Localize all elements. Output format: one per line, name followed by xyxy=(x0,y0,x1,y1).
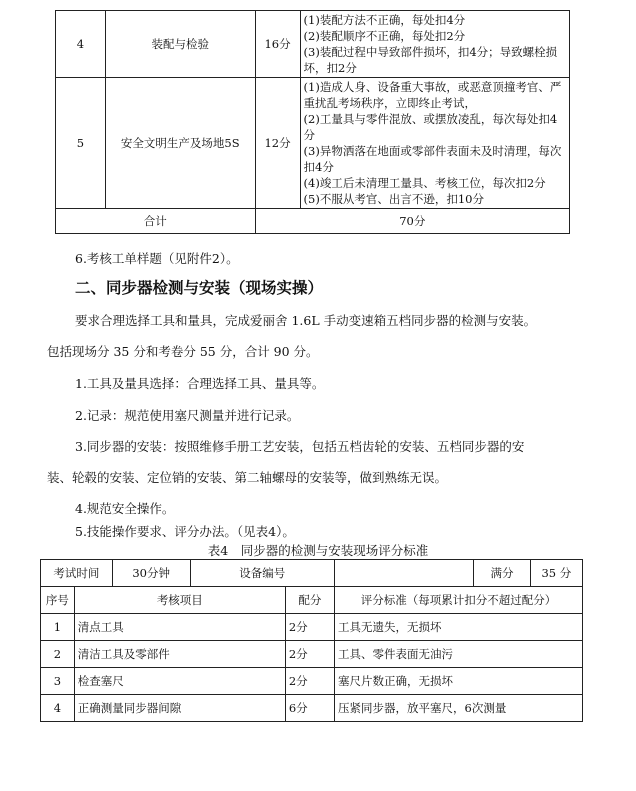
list-item-1: 1.工具及量具选择：合理选择工具、量具等。 xyxy=(75,376,325,391)
table-row xyxy=(56,11,570,78)
score: 16分 xyxy=(255,11,300,78)
criteria-cell xyxy=(300,11,569,78)
total-value: 70分 xyxy=(255,209,569,234)
row-number: 2 xyxy=(41,641,75,668)
table-header-info xyxy=(41,560,583,587)
device-number-value xyxy=(335,560,474,587)
assessment-item: 清洁工具及零部件 xyxy=(74,641,285,668)
section-2-title: 二、同步器检测与安装（现场实操） xyxy=(75,279,324,297)
item-6: 6.考核工单样题（见附件2）。 xyxy=(75,251,239,266)
header-no: 序号 xyxy=(41,587,75,614)
criteria: 工具、零件表面无油污 xyxy=(335,641,583,668)
table-row xyxy=(41,695,583,722)
list-item-3-continued: 装、轮毂的安装、定位销的安装、第二轴螺母的安装等，做到熟练无误。 xyxy=(47,470,448,485)
table-row xyxy=(41,668,583,695)
total-row xyxy=(56,209,570,234)
row-number: 4 xyxy=(56,11,106,78)
criteria-cell xyxy=(300,78,569,209)
assessment-item: 装配与检验 xyxy=(105,11,255,78)
header-criteria: 评分标准（每项累计扣分不超过配分） xyxy=(335,587,583,614)
criteria-line: (2)工量具与零件混放、或摆放凌乱，每次每处扣4分 xyxy=(303,112,558,142)
row-number: 1 xyxy=(41,614,75,641)
header-score: 配分 xyxy=(285,587,334,614)
table-4-caption: 表4 同步器的检测与安装现场评分标准 xyxy=(207,543,429,558)
requirement-line-2: 包括现场分 35 分和考卷分 55 分，合计 90 分。 xyxy=(47,344,319,359)
criteria-line: (2)装配顺序不正确，每处扣2分 xyxy=(303,29,466,43)
assessment-item: 清点工具 xyxy=(74,614,285,641)
assessment-item: 正确测量同步器间隙 xyxy=(74,695,285,722)
exam-time-label: 考试时间 xyxy=(41,560,113,587)
list-item-5: 5.技能操作要求、评分办法。（见表4）。 xyxy=(75,524,295,539)
list-item-4: 4.规范安全操作。 xyxy=(75,501,175,516)
row-number: 3 xyxy=(41,668,75,695)
table-column-headers xyxy=(41,587,583,614)
scoring-table-3 xyxy=(55,10,570,234)
criteria-line: (1)装配方法不正确，每处扣4分 xyxy=(303,13,466,27)
criteria-line: (4)竣工后未清理工量具、考核工位，每次扣2分 xyxy=(303,176,546,190)
criteria: 压紧同步器，放平塞尺，6次测量 xyxy=(335,695,583,722)
score: 2分 xyxy=(285,668,334,695)
device-number-label: 设备编号 xyxy=(190,560,334,587)
assessment-item: 安全文明生产及场地5S xyxy=(105,78,255,209)
table-row xyxy=(41,641,583,668)
table-row xyxy=(41,614,583,641)
list-item-2: 2.记录：规范使用塞尺测量并进行记录。 xyxy=(75,408,300,423)
score: 2分 xyxy=(285,641,334,668)
total-label: 合计 xyxy=(56,209,256,234)
score: 2分 xyxy=(285,614,334,641)
assessment-item: 检查塞尺 xyxy=(74,668,285,695)
criteria-line: (1)造成人身、设备重大事故，或恶意顶撞考官、严重扰乱考场秩序，立即终止考试， xyxy=(303,80,562,110)
full-score-label: 满分 xyxy=(474,560,530,587)
row-number: 5 xyxy=(56,78,106,209)
table-row xyxy=(56,78,570,209)
scoring-table-4 xyxy=(40,559,583,722)
requirement-line-1: 要求合理选择工具和量具，完成爱丽舍 1.6L 手动变速箱五档同步器的检测与安装。 xyxy=(75,313,537,328)
header-item: 考核项目 xyxy=(74,587,285,614)
score: 6分 xyxy=(285,695,334,722)
criteria-line: (3)异物洒落在地面或零部件表面未及时清理，每次扣4分 xyxy=(303,144,562,174)
row-number: 4 xyxy=(41,695,75,722)
list-item-3: 3.同步器的安装：按照维修手册工艺安装，包括五档齿轮的安装、五档同步器的安 xyxy=(75,439,525,454)
full-score-value: 35 分 xyxy=(530,560,582,587)
exam-time-value: 30分钟 xyxy=(112,560,190,587)
criteria: 塞尺片数正确，无损坏 xyxy=(335,668,583,695)
criteria-line: (3)装配过程中导致部件损坏，扣4分；导致螺栓损坏，扣2分 xyxy=(303,45,558,75)
criteria-line: (5)不服从考官、出言不逊，扣10分 xyxy=(303,192,484,206)
criteria: 工具无遗失，无损坏 xyxy=(335,614,583,641)
score: 12分 xyxy=(255,78,300,209)
